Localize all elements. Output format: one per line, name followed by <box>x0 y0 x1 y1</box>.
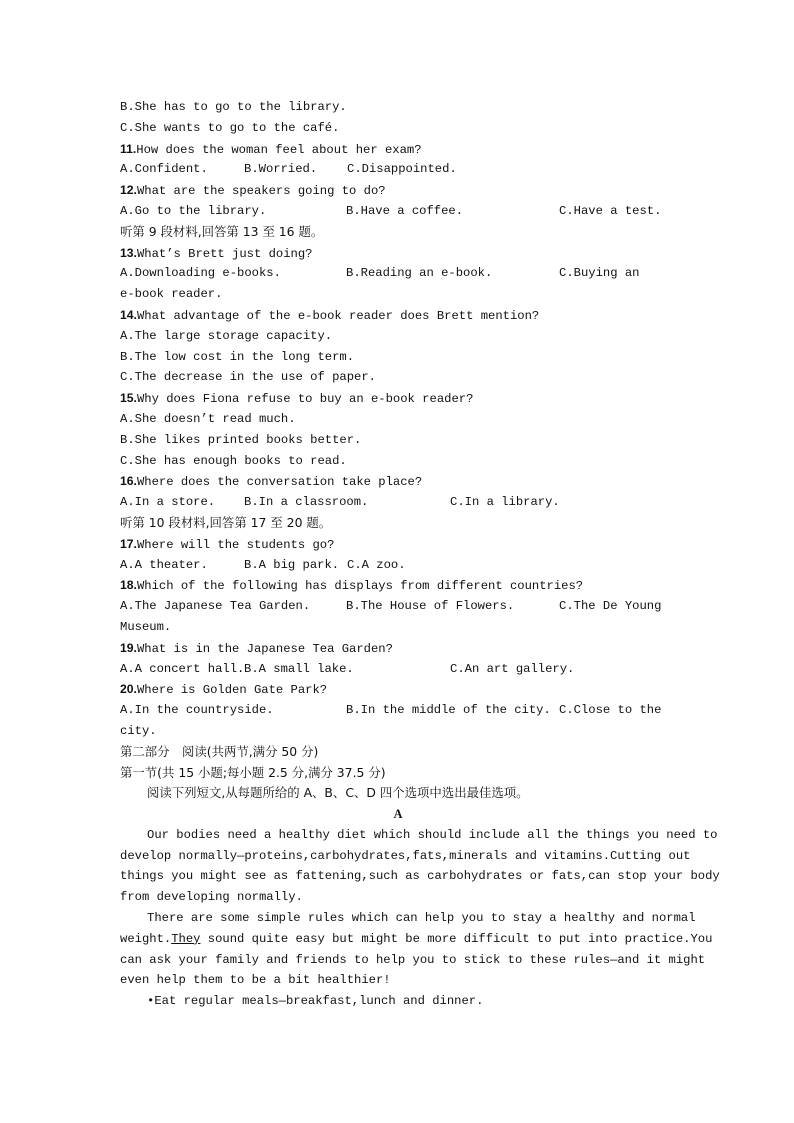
q19-option-a: A.A concert hall. <box>120 661 245 676</box>
passage-paragraph-1 <box>120 825 720 908</box>
q13-stem <box>120 243 676 264</box>
q11-option-b: B.Worried. <box>244 162 318 177</box>
q19-stem <box>120 638 676 659</box>
q18-option-c: C.The De Young <box>559 599 662 614</box>
q17-options <box>120 555 676 576</box>
q13-options <box>120 263 676 284</box>
reading-instruction: 阅读下列短文,从每题所给的 A、B、C、D 四个选项中选出最佳选项。 <box>147 785 529 801</box>
q14-text: What advantage of the e-book reader does Brett mention? <box>136 308 540 323</box>
part-2-heading: 第二部分 阅读(共两节,满分 50 分) <box>120 743 319 759</box>
q12-option-c: C.Have a test. <box>559 203 662 218</box>
passage-line: even help them to be a bit healthier! <box>120 973 391 988</box>
q18-stem <box>120 575 676 596</box>
q11-option-a: A.Confident. <box>120 162 208 177</box>
q15-option-c: C.She has enough books to read. <box>120 453 347 468</box>
passage-line: things you might see as fattening,such as carbohydrates or fats,can stop your body <box>120 869 720 884</box>
q18-options <box>120 596 676 617</box>
q12-option-a: A.Go to the library. <box>120 203 267 218</box>
q18-option-a: A.The Japanese Tea Garden. <box>120 599 311 614</box>
q16-options <box>120 492 676 513</box>
q11-number: 11. <box>120 141 137 156</box>
q17-number: 17. <box>120 536 137 551</box>
q12-stem <box>120 180 676 201</box>
q16-option-b: B.In a classroom. <box>244 495 369 510</box>
q11-option-c: C.Disappointed. <box>347 162 457 177</box>
q15-text: Why does Fiona refuse to buy an e-book reader? <box>136 392 474 407</box>
q20-text: Where is Golden Gate Park? <box>136 683 328 698</box>
q14-stem <box>120 305 676 326</box>
q18-text: Which of the following has displays from different countries? <box>136 579 584 594</box>
q14-option-c: C.The decrease in the use of paper. <box>120 370 376 385</box>
q13-text: What’s Brett just doing? <box>136 246 313 261</box>
section-9-instruction: 听第 9 段材料,回答第 13 至 16 题。 <box>120 223 324 239</box>
q11-text: How does the woman feel about her exam? <box>136 142 422 157</box>
q19-option-c: C.An art gallery. <box>450 661 575 676</box>
q18-option-b: B.The House of Flowers. <box>346 599 515 614</box>
q20-option-c: C.Close to the <box>559 703 662 718</box>
q16-number: 16. <box>120 474 137 489</box>
q15-number: 15. <box>120 391 137 406</box>
q13-option-a: A.Downloading e-books. <box>120 266 281 281</box>
bullet-item: •Eat regular meals—breakfast,lunch and dinner. <box>147 994 484 1009</box>
q19-text: What is in the Japanese Tea Garden? <box>136 641 393 656</box>
q19-option-b: B.A small lake. <box>244 661 354 676</box>
q16-text: Where does the conversation take place? <box>136 475 423 490</box>
q16-stem <box>120 471 676 492</box>
q10-option-c: C.She wants to go to the café. <box>120 120 340 135</box>
q20-option-a: A.In the countryside. <box>120 703 274 718</box>
passage-letter: A <box>393 807 403 822</box>
q13-option-c-continued: e-book reader. <box>120 287 223 302</box>
passage-text: sound quite easy but might be more difficult to put into practice.You <box>200 931 713 946</box>
q20-stem <box>120 679 676 700</box>
q14-number: 14. <box>120 307 137 322</box>
q15-stem <box>120 388 676 409</box>
q18-number: 18. <box>120 578 137 593</box>
q19-number: 19. <box>120 640 137 655</box>
q12-option-b: B.Have a coffee. <box>346 203 464 218</box>
q17-text: Where will the students go? <box>136 537 335 552</box>
passage-line: can ask your family and friends to help you to stick to these rules—and it might <box>120 952 706 967</box>
q19-options <box>120 659 676 680</box>
q13-option-c: C.Buying an <box>559 266 640 281</box>
passage-paragraph-2 <box>120 908 713 991</box>
section-1-heading: 第一节(共 15 小题;每小题 2.5 分,满分 37.5 分) <box>120 764 386 780</box>
q12-number: 12. <box>120 183 137 198</box>
q11-stem <box>120 139 676 160</box>
q15-option-b: B.She likes printed books better. <box>120 432 362 447</box>
q14-option-a: A.The large storage capacity. <box>120 328 333 343</box>
passage-line: There are some simple rules which can help you to stay a healthy and normal <box>147 911 696 926</box>
passage-line: from developing normally. <box>120 890 303 905</box>
q16-option-a: A.In a store. <box>120 495 216 510</box>
passage-text: weight. <box>120 931 172 946</box>
q20-option-c-continued: city. <box>120 723 157 738</box>
q20-options <box>120 700 676 721</box>
q10-option-b: B.She has to go to the library. <box>120 100 347 114</box>
q17-stem <box>120 534 676 555</box>
passage-line: develop normally—proteins,carbohydrates,fats,minerals and vitamins.Cutting out <box>120 848 691 863</box>
q17-option-c: C.A zoo. <box>347 557 406 572</box>
underlined-word-they: They <box>171 931 201 946</box>
q17-option-b: B.A big park. <box>244 557 340 572</box>
passage-line: Our bodies need a healthy diet which should include all the things you need to <box>147 827 718 842</box>
passage-line <box>120 929 713 950</box>
q16-option-c: C.In a library. <box>450 495 560 510</box>
q13-option-b: B.Reading an e-book. <box>346 266 493 281</box>
page-content <box>120 97 720 1012</box>
q18-option-c-continued: Museum. <box>120 619 172 634</box>
q20-option-b: B.In the middle of the city. <box>346 703 551 718</box>
q14-option-b: B.The low cost in the long term. <box>120 349 355 364</box>
q12-text: What are the speakers going to do? <box>136 184 386 199</box>
section-10-instruction: 听第 10 段材料,回答第 17 至 20 题。 <box>120 514 332 530</box>
q17-option-a: A.A theater. <box>120 557 208 572</box>
q15-option-a: A.She doesn’t read much. <box>120 411 296 426</box>
q20-number: 20. <box>120 682 137 697</box>
q11-options <box>120 159 676 180</box>
q12-options <box>120 201 676 222</box>
q13-number: 13. <box>120 245 137 260</box>
